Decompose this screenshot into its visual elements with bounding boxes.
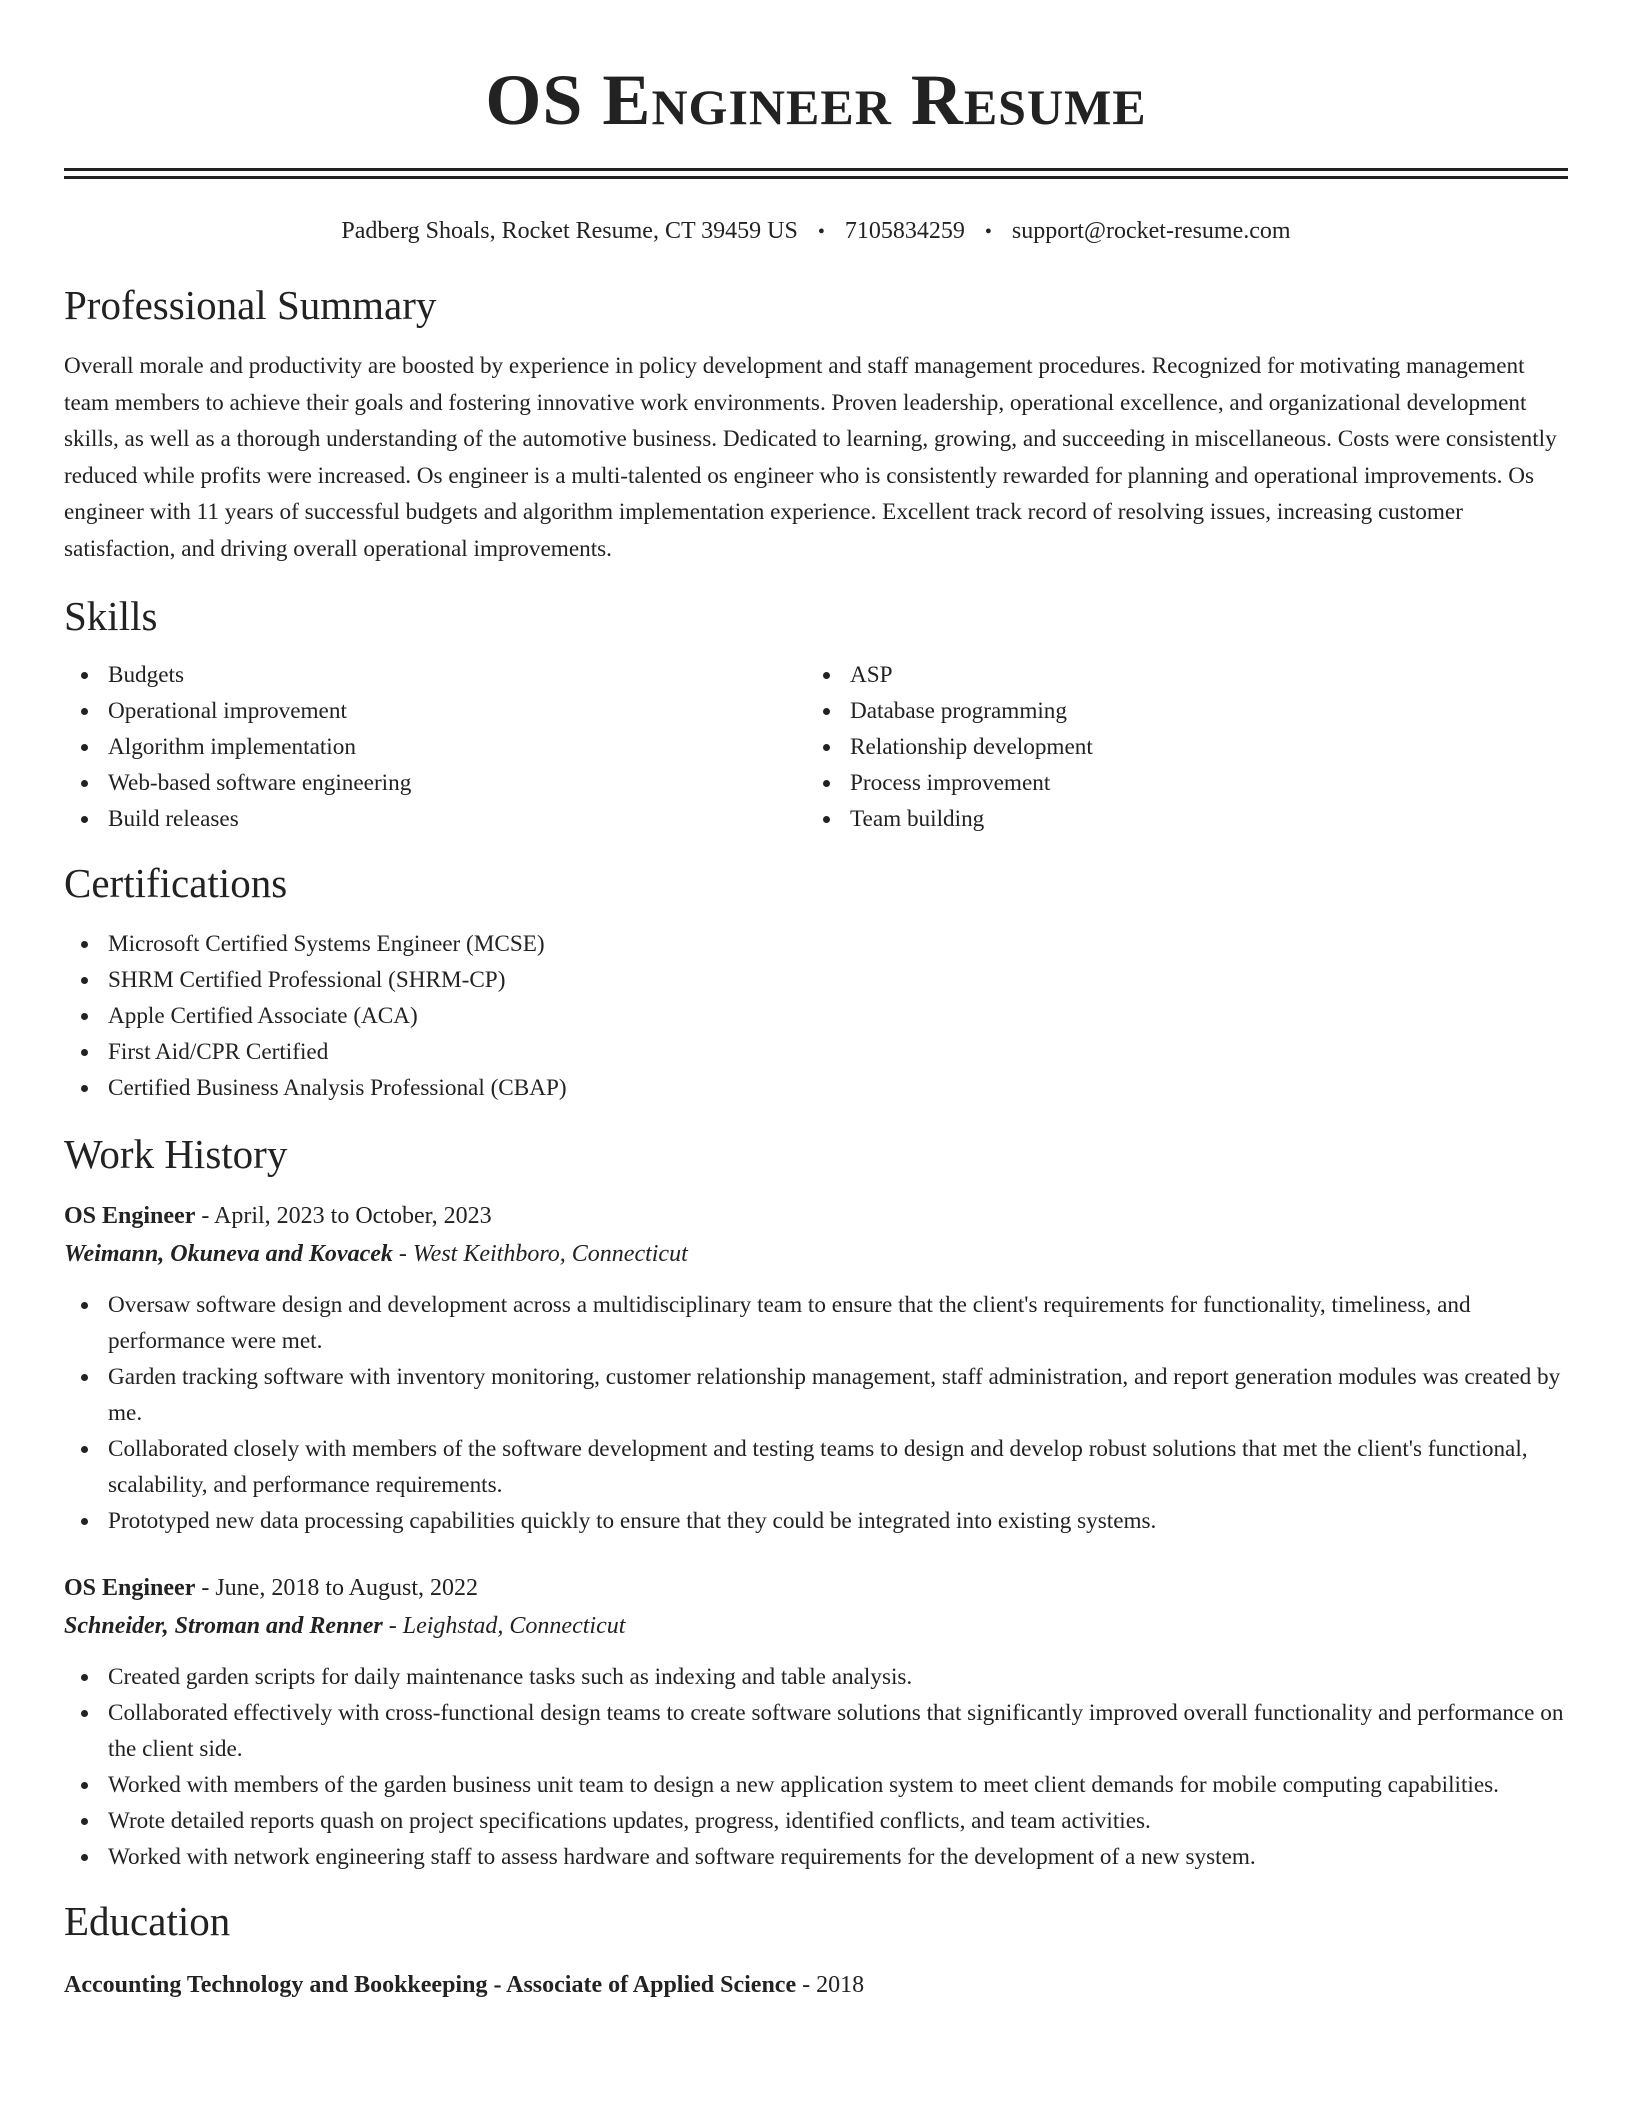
certification-item: Microsoft Certified Systems Engineer (MCSE) xyxy=(64,926,1568,962)
job-entry xyxy=(64,1197,1568,1539)
skill-item: ASP xyxy=(806,657,1548,693)
job-title-line xyxy=(64,1569,1568,1607)
job-company: Weimann, Okuneva and Kovacek xyxy=(64,1240,393,1267)
education-heading: Education xyxy=(64,1897,231,1944)
job-bullet: Wrote detailed reports quash on project specifications updates, progress, identified conflicts, and team activities. xyxy=(64,1803,1568,1839)
skill-item: Process improvement xyxy=(806,765,1548,801)
skills-heading: Skills xyxy=(64,592,158,639)
certification-item: Apple Certified Associate (ACA) xyxy=(64,998,1568,1034)
job-bullets xyxy=(64,1287,1568,1539)
certifications-heading: Certifications xyxy=(64,859,288,906)
job-company-line xyxy=(64,1607,1568,1645)
contact-separator: • xyxy=(984,221,992,243)
certification-item: First Aid/CPR Certified xyxy=(64,1034,1568,1070)
job-bullet: Worked with network engineering staff to assess hardware and software requirements for the development of a new system. xyxy=(64,1839,1568,1875)
work-history-heading: Work History xyxy=(64,1130,288,1177)
job-bullet: Collaborated effectively with cross-functional design teams to create software solutions that significantly improved overall functionality and performance on the client side. xyxy=(64,1695,1568,1767)
job-bullet: Prototyped new data processing capabilities quickly to ensure that they could be integrated into existing systems. xyxy=(64,1503,1568,1539)
job-bullet: Worked with members of the garden business unit team to design a new application system to meet client demands for mobile computing capabilities. xyxy=(64,1767,1568,1803)
skill-item: Operational improvement xyxy=(64,693,806,729)
job-bullet: Created garden scripts for daily maintenance tasks such as indexing and table analysis. xyxy=(64,1659,1568,1695)
summary-text: Overall morale and productivity are boosted by experience in policy development and staff management procedures. Recognized for motivating management team members to achieve their goals and fostering innovative work environments. Proven leadership, operational excellence, and organizational development skills, as well as a thorough understanding of the automotive business. Dedicated to learning, growing, and succeeding in miscellaneous. Costs were consistently reduced while profits were increased. Os engineer is a multi-talented os engineer who is consistently rewarded for planning and operational improvements. Os engineer with 11 years of successful budgets and algorithm implementation experience. Excellent track record of resolving issues, increasing customer satisfaction, and driving overall operational improvements. xyxy=(64,353,1557,562)
skills-column-left xyxy=(64,657,806,837)
contact-address: Padberg Shoals, Rocket Resume, CT 39459 US xyxy=(341,218,798,244)
certification-item: SHRM Certified Professional (SHRM-CP) xyxy=(64,962,1568,998)
job-bullet: Garden tracking software with inventory monitoring, customer relationship management, staff administration, and report generation modules was created by me. xyxy=(64,1359,1568,1431)
job-title-line xyxy=(64,1197,1568,1235)
job-title: OS Engineer xyxy=(64,1574,196,1601)
skills-list xyxy=(64,657,1568,837)
skill-item: Budgets xyxy=(64,657,806,693)
contact-line xyxy=(64,215,1568,247)
job-entry xyxy=(64,1569,1568,1875)
job-location: - West Keithboro, Connecticut xyxy=(392,1240,688,1267)
job-bullet: Collaborated closely with members of the software development and testing teams to design and develop robust solutions that met the client's functional, scalability, and performance requirements. xyxy=(64,1431,1568,1503)
job-location: - Leighstad, Connecticut xyxy=(382,1612,626,1639)
job-company: Schneider, Stroman and Renner xyxy=(64,1612,383,1639)
certifications-list xyxy=(64,926,1568,1106)
skill-item: Build releases xyxy=(64,801,806,837)
resume-page xyxy=(64,0,1568,2004)
skill-item: Relationship development xyxy=(806,729,1548,765)
skill-item: Team building xyxy=(806,801,1548,837)
job-dates: - June, 2018 to August, 2022 xyxy=(195,1574,479,1601)
skill-item: Web-based software engineering xyxy=(64,765,806,801)
title-divider xyxy=(64,168,1568,179)
skill-item: Database programming xyxy=(806,693,1548,729)
job-company-line xyxy=(64,1235,1568,1273)
job-title: OS Engineer xyxy=(64,1202,196,1229)
contact-email[interactable]: support@rocket-resume.com xyxy=(1011,218,1291,244)
job-bullet: Oversaw software design and development across a multidisciplinary team to ensure that the client's requirements for functionality, timeliness, and performance were met. xyxy=(64,1287,1568,1359)
skills-column-right xyxy=(806,657,1548,837)
education-year: - 2018 xyxy=(796,1971,865,1998)
resume-title: OS Engineer Resume xyxy=(485,60,1147,140)
summary-heading: Professional Summary xyxy=(64,282,437,328)
education-entry xyxy=(64,1966,1568,2004)
job-bullets xyxy=(64,1659,1568,1875)
education-degree: Accounting Technology and Bookkeeping - Associate of Applied Science xyxy=(64,1971,797,1998)
skill-item: Algorithm implementation xyxy=(64,729,806,765)
job-dates: - April, 2023 to October, 2023 xyxy=(195,1202,492,1229)
certification-item: Certified Business Analysis Professional (CBAP) xyxy=(64,1070,1568,1106)
contact-separator: • xyxy=(817,221,825,243)
contact-phone: 7105834259 xyxy=(844,218,965,244)
